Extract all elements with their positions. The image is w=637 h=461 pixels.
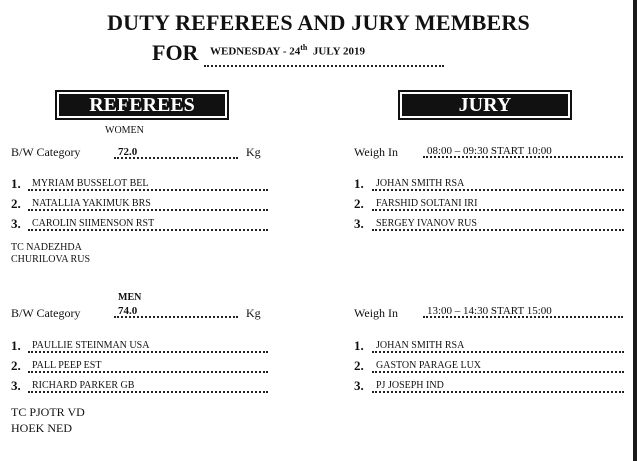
men-category-label: B/W Category <box>11 306 81 320</box>
men-unit: Kg <box>246 306 261 320</box>
document-title: DUTY REFEREES AND JURY MEMBERS <box>107 10 530 35</box>
men-referee-num-1: 1. <box>11 338 21 353</box>
jury2-num-2: 2. <box>354 358 364 373</box>
men-referee-num-2: 2. <box>11 358 21 373</box>
jury2-member-2: GASTON PARAGE LUX <box>372 359 624 373</box>
date-field <box>204 43 444 67</box>
jury2-weigh-value: 13:00 – 14:30 START 15:00 <box>423 304 623 318</box>
date-prefix: WEDNESDAY - 24 <box>210 45 301 58</box>
date-superscript: th <box>300 43 308 52</box>
men-tc-line1: TC PJOTR VD <box>11 405 85 419</box>
women-label: WOMEN <box>105 125 144 136</box>
women-referee-num-3: 3. <box>11 216 21 231</box>
page-edge-shadow <box>633 0 637 461</box>
women-category-value: 72.0 <box>114 145 238 159</box>
women-referee-1: MYRIAM BUSSELOT BEL <box>28 177 268 191</box>
jury2-member-1: JOHAN SMITH RSA <box>372 339 624 353</box>
for-label: FOR <box>152 40 199 65</box>
jury1-member-2: FARSHID SOLTANI IRI <box>372 197 624 211</box>
jury1-weigh-value: 08:00 – 09:30 START 10:00 <box>423 144 623 158</box>
jury-banner: JURY <box>398 90 572 120</box>
men-category-value: 74.0 <box>114 304 238 318</box>
men-referee-1: PAULLIE STEINMAN USA <box>28 339 268 353</box>
jury2-member-3: PJ JOSEPH IND <box>372 379 624 393</box>
men-referee-3: RICHARD PARKER GB <box>28 379 268 393</box>
women-tc-line1: TC NADEZHDA <box>11 242 82 253</box>
men-tc-line2: HOEK NED <box>11 421 72 435</box>
jury1-member-3: SERGEY IVANOV RUS <box>372 217 624 231</box>
jury1-num-2: 2. <box>354 196 364 211</box>
referees-banner: REFEREES <box>55 90 229 120</box>
jury1-num-1: 1. <box>354 176 364 191</box>
women-category-label: B/W Category <box>11 145 81 159</box>
date-suffix: JULY 2019 <box>312 45 365 58</box>
men-referee-num-3: 3. <box>11 378 21 393</box>
women-referee-num-2: 2. <box>11 196 21 211</box>
jury2-num-3: 3. <box>354 378 364 393</box>
women-referee-num-1: 1. <box>11 176 21 191</box>
men-label: MEN <box>118 292 142 303</box>
jury2-weigh-label: Weigh In <box>354 306 399 320</box>
women-referee-3: CAROLIN SIIMENSON RST <box>28 217 268 231</box>
women-tc-line2: CHURILOVA RUS <box>11 254 90 265</box>
women-referee-2: NATALLIA YAKIMUK BRS <box>28 197 268 211</box>
jury2-num-1: 1. <box>354 338 364 353</box>
men-referee-2: PALL PEEP EST <box>28 359 268 373</box>
jury1-weigh-label: Weigh In <box>354 145 399 159</box>
jury1-member-1: JOHAN SMITH RSA <box>372 177 624 191</box>
women-unit: Kg <box>246 145 261 159</box>
jury1-num-3: 3. <box>354 216 364 231</box>
